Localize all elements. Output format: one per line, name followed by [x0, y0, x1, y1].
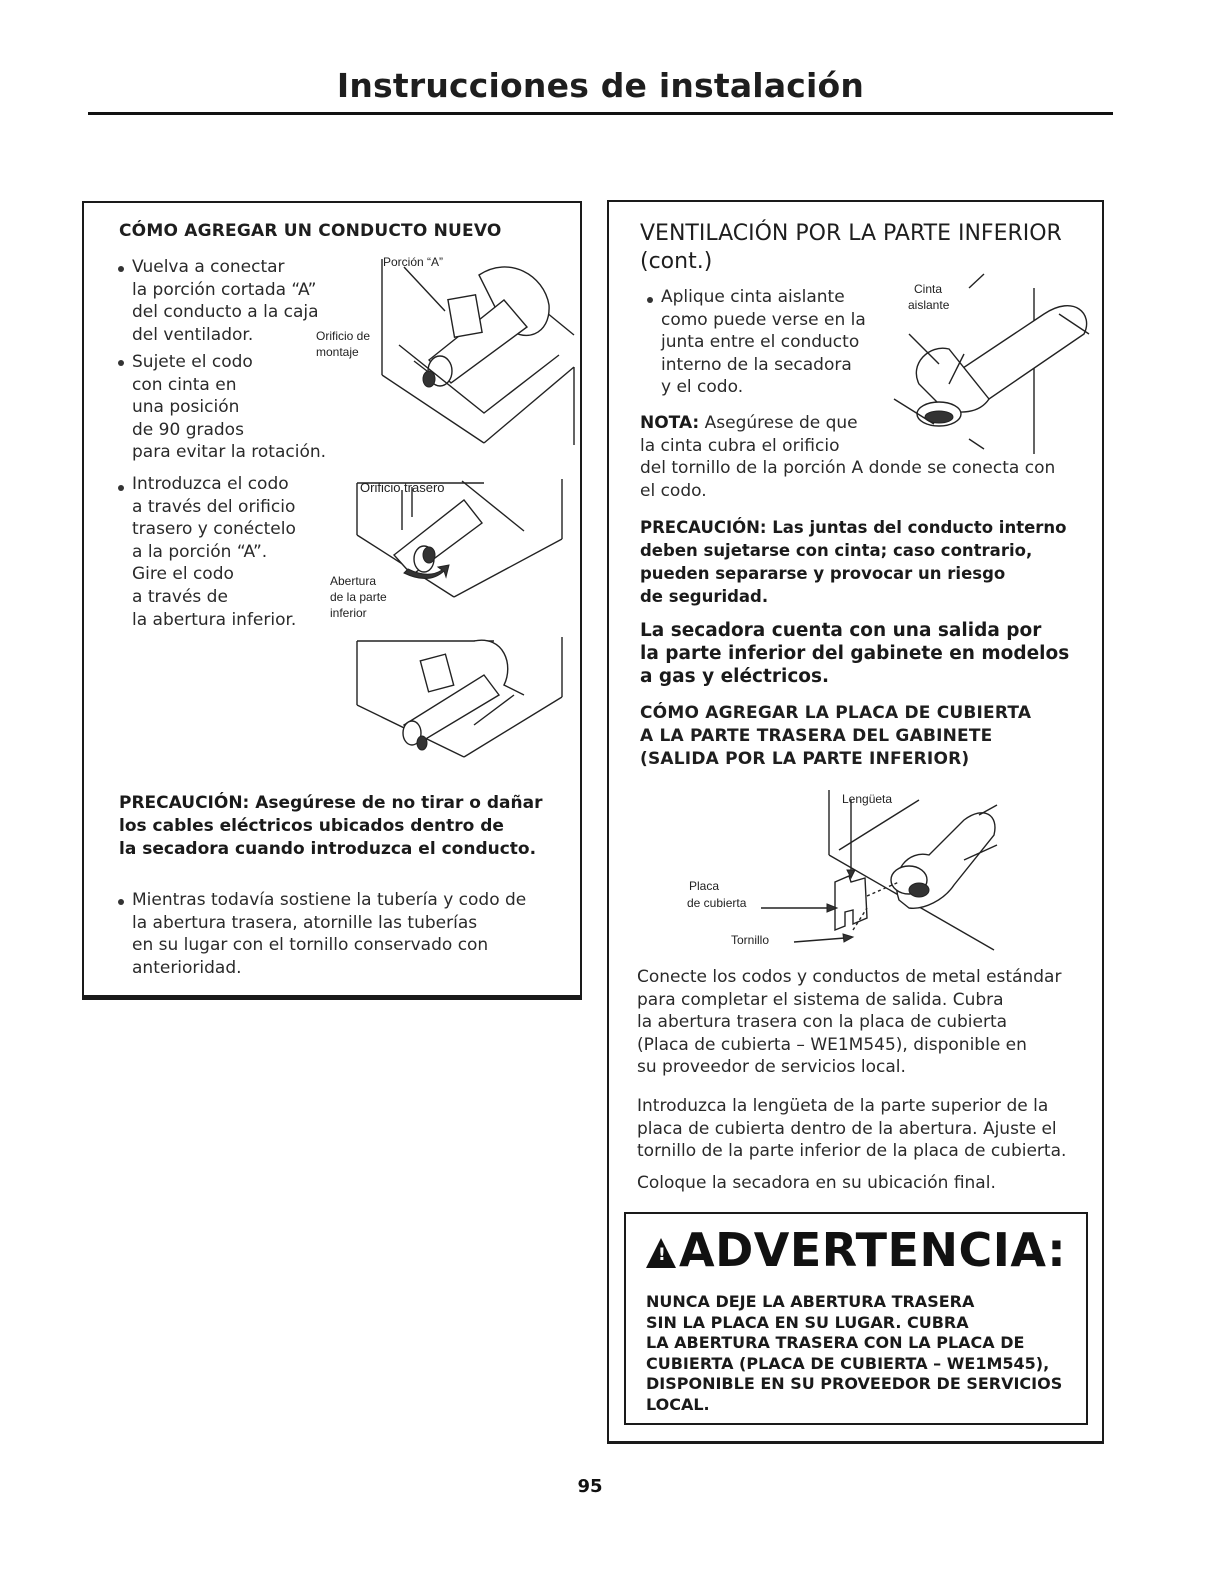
page-title: Instrucciones de instalación — [336, 66, 865, 105]
text-line: Gire el codo — [132, 564, 234, 585]
text-line: DISPONIBLE EN SU PROVEEDOR DE SERVICIOS — [646, 1374, 1063, 1394]
label-tornillo: Tornillo — [731, 933, 770, 947]
text-line: anterioridad. — [132, 957, 242, 978]
text-line: la abertura inferior. — [132, 609, 297, 630]
label-abertura-2: de la parte — [330, 590, 387, 604]
text-line: a gas y eléctricos. — [640, 666, 830, 687]
warning-title-text: ADVERTENCIA: — [679, 1223, 1067, 1277]
figure-cover-plate — [749, 790, 1049, 965]
right-para-3: Coloque la secadora en su ubicación final. — [637, 1173, 996, 1193]
text-line: interno de la secadora — [661, 354, 852, 375]
title-rule — [88, 112, 1113, 115]
text-line: SIN LA PLACA EN SU LUGAR. CUBRA — [646, 1312, 969, 1332]
left-panel — [82, 201, 582, 997]
right-para-2 — [637, 1095, 1097, 1163]
text-line: la abertura trasera, atornille las tuberías — [132, 912, 478, 933]
text-line: Introduzca el codo — [132, 474, 289, 494]
right-bullet-1 — [661, 286, 891, 399]
text-line: placa de cubierta dentro de la abertura. Ajuste el — [637, 1118, 1057, 1139]
warning-title — [646, 1220, 1066, 1280]
text-line: la secadora cuando introduzca el conducto. — [119, 839, 537, 859]
text-line: trasero y conéctelo — [132, 519, 296, 540]
text-line: a través del orificio — [132, 496, 296, 517]
text-line: Vuelva a conectar — [132, 257, 285, 277]
figure-duct-connection — [369, 255, 579, 445]
text-line: la cinta cubra el orificio — [640, 435, 840, 456]
right-para-1 — [637, 966, 1097, 1079]
warning-triangle-icon — [646, 1238, 676, 1268]
warning-box — [624, 1212, 1088, 1425]
text-line: (Placa de cubierta – WE1M545), disponible en — [637, 1034, 1027, 1055]
text-line: LOCAL. — [646, 1394, 710, 1414]
label-orificio-trasero: Orificio trasero — [360, 480, 445, 495]
text-line: del tornillo de la porción A donde se conecta con — [640, 458, 1056, 479]
warning-text — [646, 1292, 1076, 1416]
text-line: A LA PARTE TRASERA DEL GABINETE — [640, 726, 993, 746]
text-line: a través de — [132, 586, 228, 607]
text-line: Introduzca la lengüeta de la parte superior de la — [637, 1096, 1049, 1116]
text-line: PRECAUCIÓN: Asegúrese de no tirar o dañar — [119, 793, 543, 813]
note-label: NOTA: — [640, 413, 700, 433]
text-line: la porción cortada “A” — [132, 279, 317, 300]
bullet-dot — [118, 266, 124, 272]
text-line: LA ABERTURA TRASERA CON LA PLACA DE — [646, 1333, 1025, 1353]
text-line: para completar el sistema de salida. Cubra — [637, 989, 1004, 1010]
text-line: Sujete el codo — [132, 352, 253, 372]
text-line: junta entre el conducto — [661, 332, 860, 353]
text-line: del conducto a la caja — [132, 302, 319, 323]
text-line: la parte inferior del gabinete en modelos — [640, 643, 1070, 664]
right-caution — [640, 516, 1100, 608]
text-line: en su lugar con el tornillo conservado con — [132, 935, 489, 956]
text-line: PRECAUCIÓN: Las juntas del conducto interno — [640, 518, 1067, 537]
text-line: CUBIERTA (PLACA DE CUBIERTA – WE1M545), — [646, 1353, 1050, 1373]
page-number: 95 — [577, 1476, 603, 1497]
text-line: CÓMO AGREGAR LA PLACA DE CUBIERTA — [640, 703, 1032, 723]
label-abertura-3: inferior — [330, 606, 367, 620]
label-abertura-1: Abertura — [330, 574, 377, 588]
text-line: como puede verse en la — [661, 309, 866, 330]
text-line: de seguridad. — [640, 587, 769, 606]
text-line: Aplique cinta aislante — [661, 287, 845, 307]
text-line: Conecte los codos y conductos de metal estándar — [637, 967, 1062, 987]
text-line: para evitar la rotación. — [132, 442, 327, 463]
text-line: a la porción “A”. — [132, 541, 268, 562]
figure-elbow-rotated — [354, 635, 564, 765]
bullet-dot — [118, 360, 124, 366]
text-line: pueden separarse y provocar un riesgo — [640, 564, 1006, 583]
label-cinta-1: Cinta — [914, 282, 943, 296]
label-orificio-montaje-1: Orificio de — [316, 329, 371, 343]
bullet-dot — [647, 297, 653, 303]
label-porcion-a: Porción “A” — [383, 255, 444, 269]
text-line: (cont.) — [640, 249, 713, 274]
label-cinta-2: aislante — [908, 298, 950, 312]
text-line: tornillo de la parte inferior de la placa de cubierta. — [637, 1141, 1067, 1162]
label-orificio-montaje-2: montaje — [316, 345, 359, 359]
text-line: de 90 grados — [132, 419, 244, 440]
text-line: VENTILACIÓN POR LA PARTE INFERIOR — [640, 221, 1062, 246]
text-line: NUNCA DEJE LA ABERTURA TRASERA — [646, 1292, 975, 1311]
text-line: deben sujetarse con cinta; caso contrario, — [640, 541, 1033, 560]
text-line: del ventilador. — [132, 324, 254, 345]
text-line: Mientras todavía sostiene la tubería y codo de — [132, 890, 527, 910]
text-line: una posición — [132, 397, 240, 418]
label-placa-1: Placa — [689, 879, 720, 893]
left-bullet-4 — [132, 889, 572, 979]
left-heading: CÓMO AGREGAR UN CONDUCTO NUEVO — [119, 221, 502, 241]
text-line: el codo. — [640, 480, 707, 501]
text-line: Asegúrese de que — [699, 413, 858, 433]
text-line: su proveedor de servicios local. — [637, 1057, 906, 1078]
text-line: y el codo. — [661, 377, 744, 398]
left-caution — [119, 792, 579, 861]
note-line-1 — [640, 412, 1100, 435]
bullet-dot — [118, 485, 124, 491]
text-line: la abertura trasera con la placa de cubierta — [637, 1012, 1008, 1033]
right-outlet-note — [640, 619, 1100, 688]
label-placa-2: de cubierta — [687, 896, 747, 910]
label-lengueta: Lengüeta — [842, 792, 893, 806]
bullet-dot — [118, 899, 124, 905]
text-line: con cinta en — [132, 374, 237, 395]
right-note — [640, 412, 1100, 502]
text-line: La secadora cuenta con una salida por — [640, 620, 1042, 641]
text-line: (SALIDA POR LA PARTE INFERIOR) — [640, 749, 970, 769]
left-bullet-3 — [132, 473, 352, 631]
right-subheading — [640, 702, 1100, 771]
left-bullet-2 — [132, 351, 372, 464]
right-heading — [640, 220, 1062, 276]
text-line: los cables eléctricos ubicados dentro de — [119, 816, 504, 836]
